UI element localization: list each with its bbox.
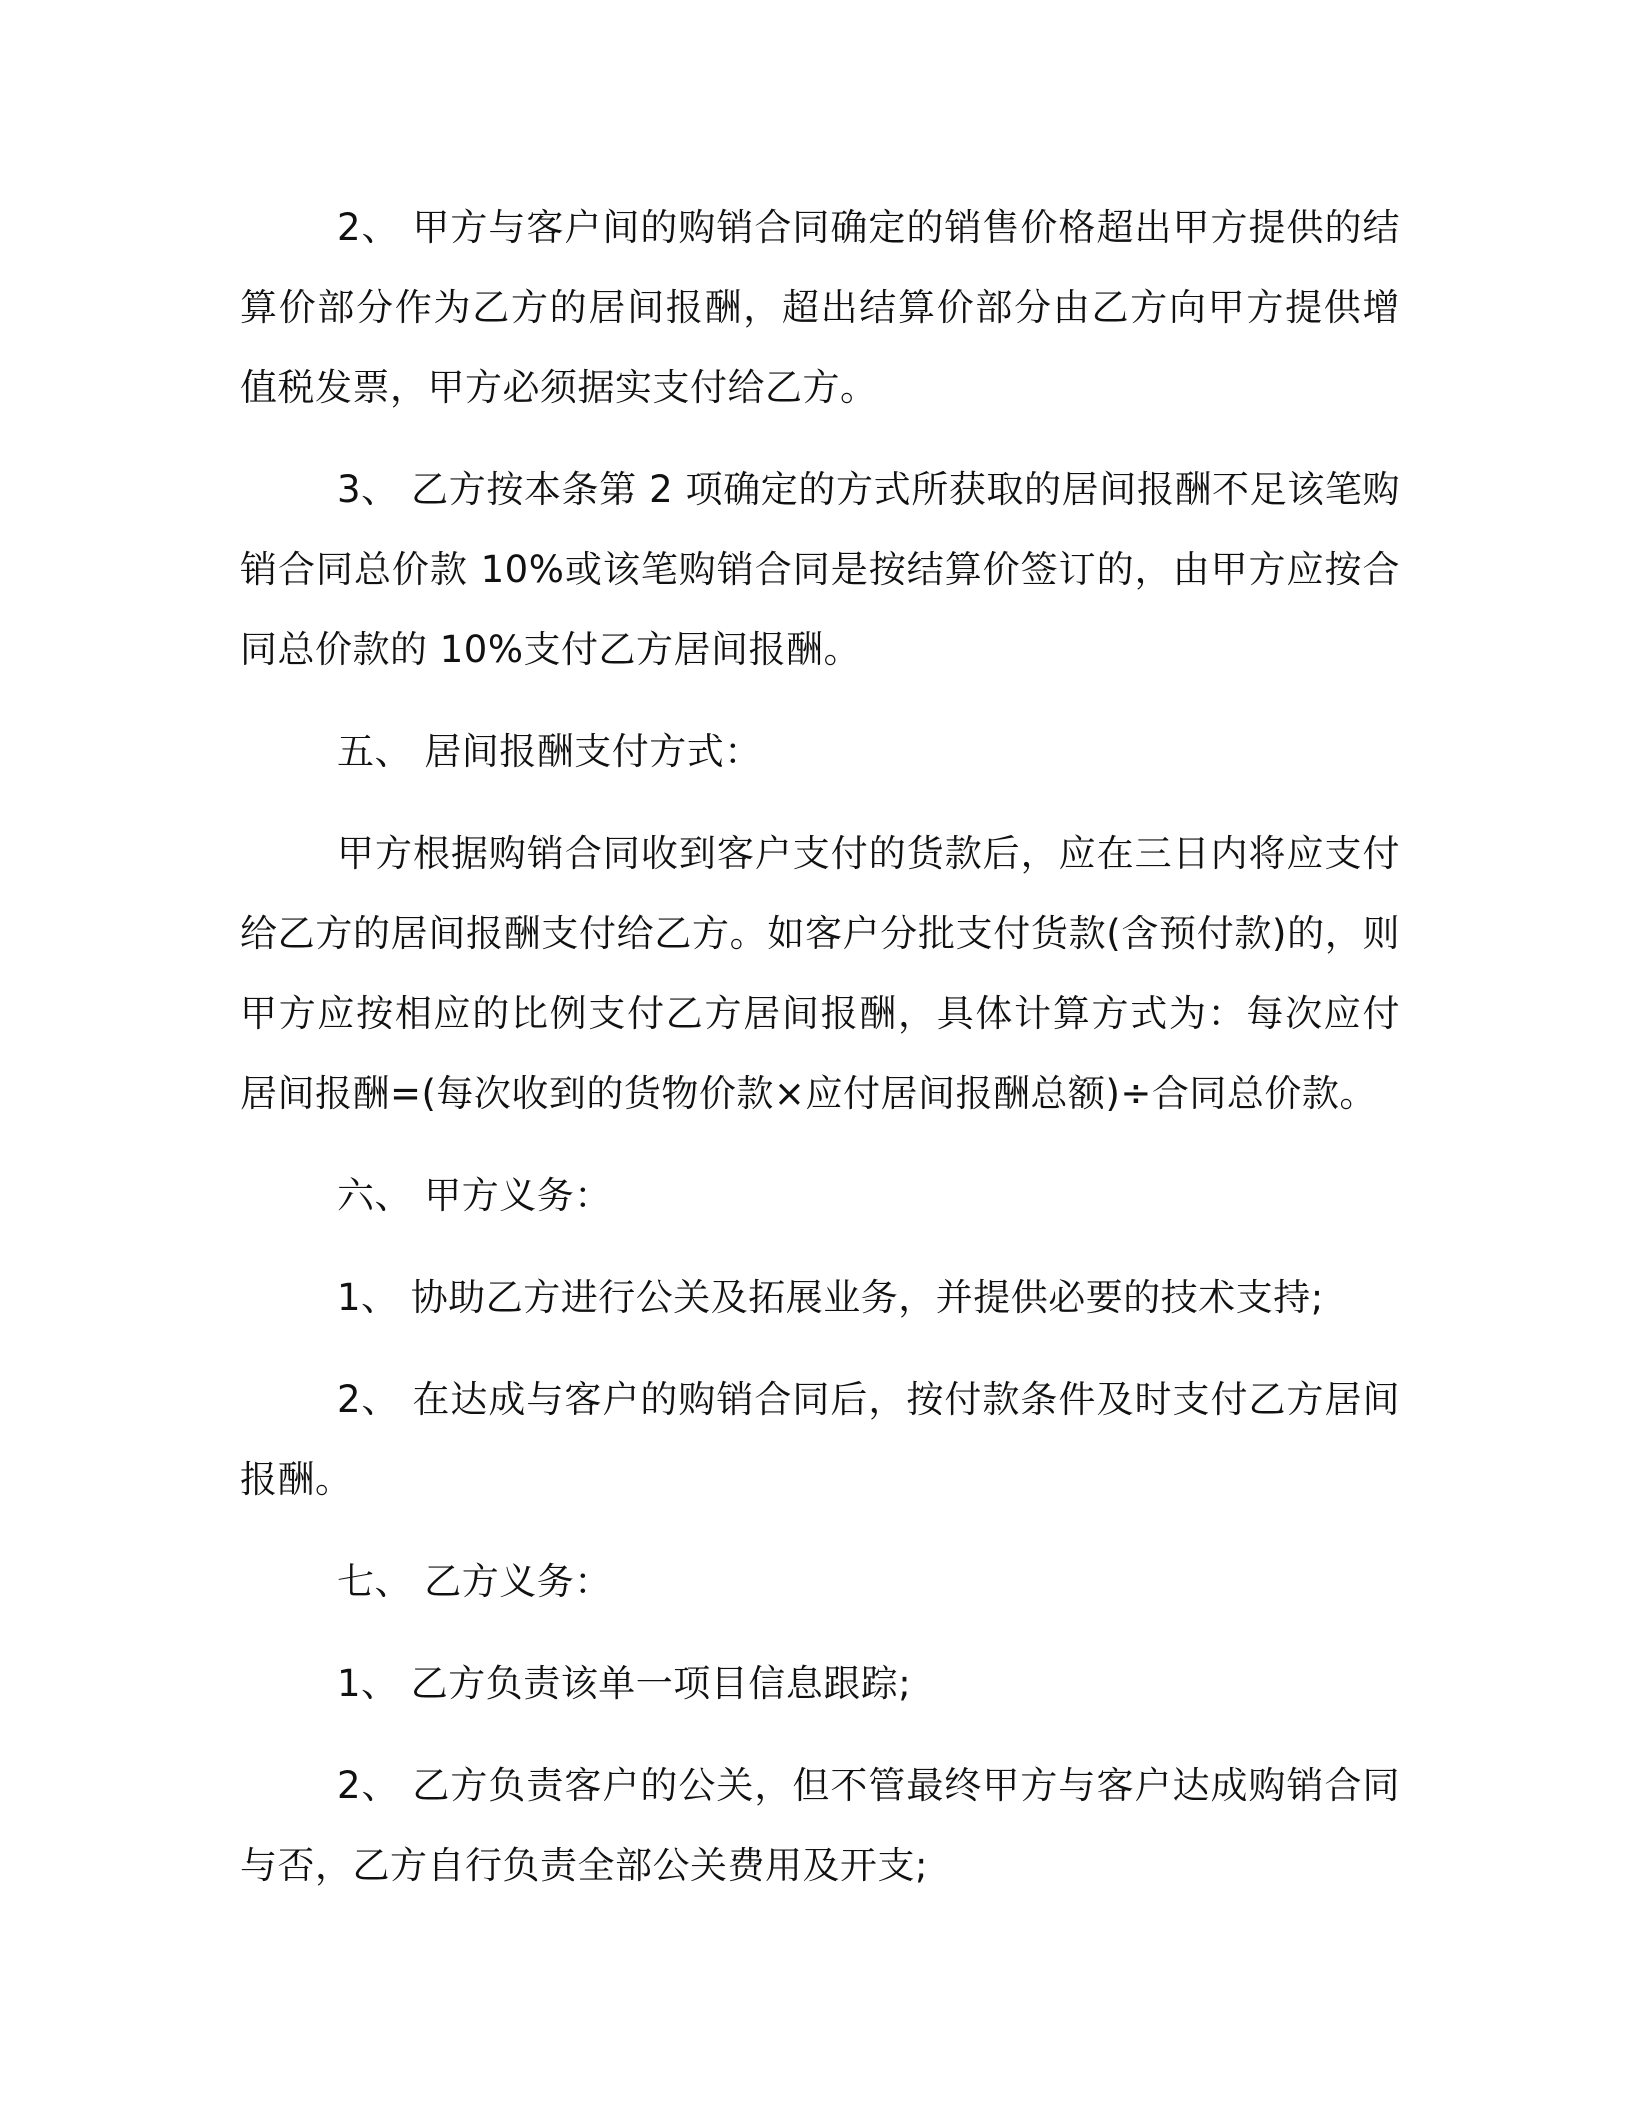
paragraph-clause-7-1: 1、 乙方负责该单一项目信息跟踪; xyxy=(337,1662,912,1705)
paragraph-clause-5-body: 甲方根据购销合同收到客户支付的货款后，应在三日内将应支付给乙方的居间报酬支付给乙方。如客户分批支付货款(含预付款)的，则甲方应按相应的比例支付乙方居间报酬，具体计算方式为：每次应付居间报酬=(每次收到的货物价款×应付居间报酬总额)÷合同总价款。 xyxy=(240,832,1400,1115)
section-heading-7: 七、 乙方义务： xyxy=(337,1560,612,1603)
paragraph-clause-4-3: 3、 乙方按本条第 2 项确定的方式所获取的居间报酬不足该笔购销合同总价款 10%或该笔购销合同是按结算价签订的，由甲方应按合同总价款的 10%支付乙方居间报酬。 xyxy=(240,468,1400,671)
section-heading-6: 六、 甲方义务： xyxy=(337,1174,612,1217)
paragraph-clause-6-2: 2、 在达成与客户的购销合同后，按付款条件及时支付乙方居间报酬。 xyxy=(240,1378,1400,1501)
document-page xyxy=(240,188,1400,1928)
paragraph-clause-4-2: 2、 甲方与客户间的购销合同确定的销售价格超出甲方提供的结算价部分作为乙方的居间报酬，超出结算价部分由乙方向甲方提供增值税发票，甲方必须据实支付给乙方。 xyxy=(240,206,1400,409)
section-heading-5: 五、 居间报酬支付方式： xyxy=(337,730,762,773)
paragraph-clause-7-2: 2、 乙方负责客户的公关，但不管最终甲方与客户达成购销合同与否，乙方自行负责全部公关费用及开支; xyxy=(240,1764,1400,1887)
paragraph-clause-6-1: 1、 协助乙方进行公关及拓展业务，并提供必要的技术支持; xyxy=(337,1276,1324,1319)
